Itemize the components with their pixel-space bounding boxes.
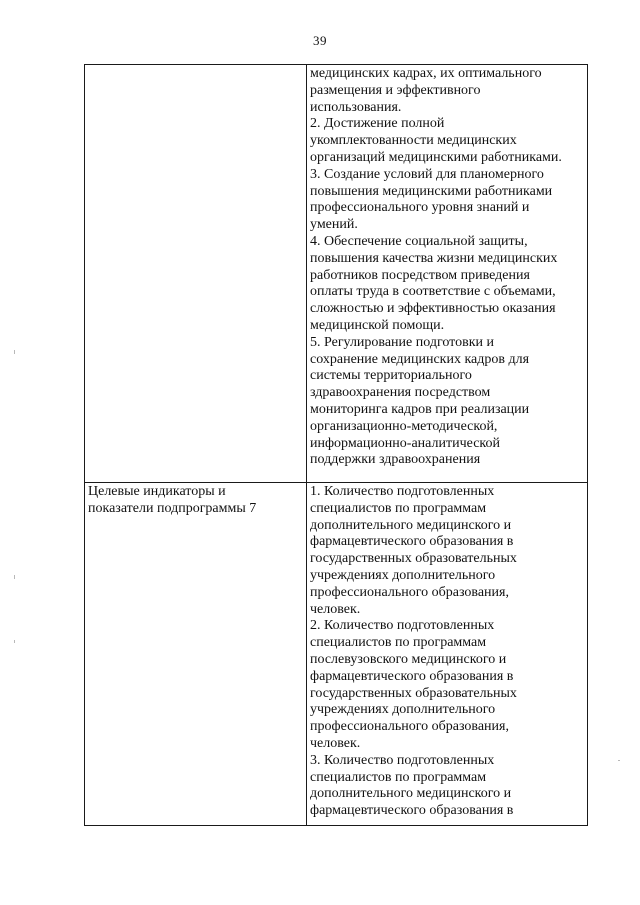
scan-artifact: [14, 350, 15, 354]
text-line: 1. Количество подготовленных: [310, 484, 495, 499]
text-line: профессионального образования,: [310, 584, 509, 600]
text-line: сохранение медицинских кадров для: [310, 351, 530, 367]
text-line: человек.: [310, 601, 361, 617]
text-line: специалистов по программам: [310, 635, 487, 651]
text-line: 2. Достижение полной: [310, 116, 445, 132]
row-label-line: показатели подпрограммы 7: [88, 500, 257, 516]
text-line: сложностью и эффективностью оказания: [310, 301, 556, 317]
text-line: здравоохранения посредством: [310, 385, 491, 401]
text-line: учреждениях дополнительного: [310, 567, 496, 583]
scan-artifact: [14, 575, 15, 579]
text-line: организационно-методической,: [310, 418, 498, 434]
text-line: 2. Количество подготовленных: [310, 618, 495, 634]
text-line: укомплектованности медицинских: [310, 133, 517, 149]
text-line: организаций медицинскими работниками.: [310, 149, 562, 165]
text-line: дополнительного медицинского и: [310, 517, 512, 533]
table-row-tasks: [85, 65, 588, 483]
text-line: фармацевтического образования в: [310, 668, 514, 684]
text-line: мониторинга кадров при реализации: [310, 401, 530, 417]
text-line: 3. Создание условий для планомерного: [310, 166, 544, 182]
scan-artifact: [618, 760, 620, 761]
text-line: умений.: [310, 217, 358, 233]
indicators-content-cell: [307, 483, 588, 826]
text-line: 3. Количество подготовленных: [310, 752, 495, 768]
subprogram-passport-table: [84, 64, 588, 826]
text-line: повышения медицинскими работниками: [310, 183, 553, 199]
text-line: профессионального уровня знаний и: [310, 200, 530, 216]
text-line: человек.: [310, 735, 361, 751]
text-line: информационно-аналитической: [310, 435, 500, 451]
text-line: оплаты труда в соответствие с объемами,: [310, 284, 556, 300]
text-line: послевузовского медицинского и: [310, 651, 507, 667]
text-line: 5. Регулирование подготовки и: [310, 334, 495, 350]
table-row-target-indicators: [85, 483, 588, 826]
text-line: фармацевтического образования в: [310, 803, 514, 819]
text-line: специалистов по программам: [310, 769, 487, 785]
text-line: использования.: [310, 99, 402, 115]
page-number: 39: [313, 33, 327, 48]
text-line: поддержки здравоохранения: [310, 452, 481, 468]
text-line: работников посредством приведения: [310, 267, 530, 283]
text-line: медицинской помощи.: [310, 317, 445, 333]
tasks-content-cell: [307, 65, 588, 483]
row-label-cell: [85, 65, 307, 483]
text-line: специалистов по программам: [310, 500, 487, 516]
text-line: государственных образовательных: [310, 551, 517, 567]
text-line: дополнительного медицинского и: [310, 786, 512, 802]
text-line: государственных образовательных: [310, 685, 517, 701]
text-line: профессионального образования,: [310, 719, 509, 735]
text-line: размещения и эффективного: [310, 82, 481, 98]
text-line: системы территориального: [310, 368, 472, 384]
text-line: фармацевтического образования в: [310, 534, 514, 550]
text-line: учреждениях дополнительного: [310, 702, 496, 718]
row-label-line: Целевые индикаторы и: [88, 484, 226, 499]
text-line: 4. Обеспечение социальной защиты,: [310, 233, 528, 249]
text-line: повышения качества жизни медицинских: [310, 250, 558, 266]
text-line: медицинских кадрах, их оптимального: [310, 66, 542, 81]
scan-artifact: [14, 640, 15, 643]
row-label-cell: [85, 483, 307, 826]
